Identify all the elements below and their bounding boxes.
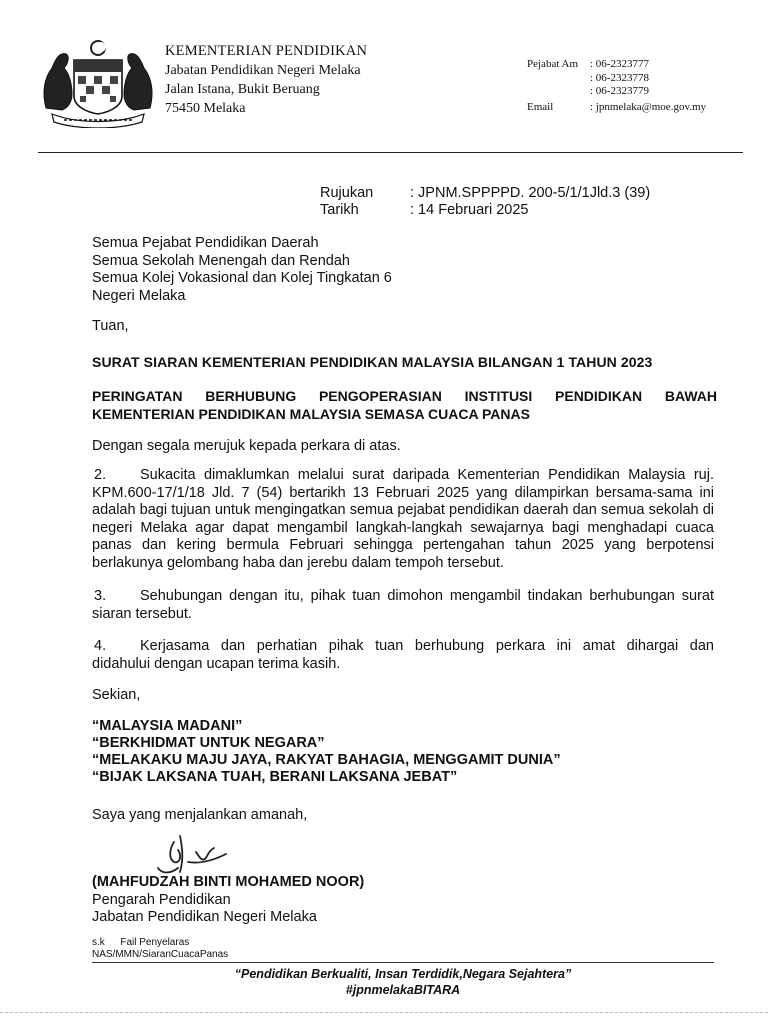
paragraph-body: KPM.600-17/1/18 Jld. 7 (54) bertarikh 13 Februari 2025 yang dilampirkan bersama-sama ini adalah bagi tujuan untuk mengingatkan semua pejabat pendidikan daerah dan semua sekolah di negeri Melaka agar dapat mengambil langkah-langkah sewajarnya bagi menghadapi cuaca panas dan kering bermula Februari sehingga pertengahan tahun 2025 yang berpotensi berlakunya gelombang haba dan jerebu dalam tempoh tersebut. (92, 484, 714, 571)
signatory-name: (MAHFUDZAH BINTI MOHAMED NOOR) (92, 874, 365, 890)
trust-line: Saya yang menjalankan amanah, (92, 807, 308, 823)
opening-line: Dengan segala merujuk kepada perkara di atas. (92, 438, 401, 454)
email-address: : jpnmelaka@moe.gov.my (590, 100, 707, 113)
city-address: 75450 Melaka (165, 101, 246, 116)
circular-title: SURAT SIARAN KEMENTERIAN PENDIDIKAN MALAYSIA BILANGAN 1 TAHUN 2023 (92, 354, 653, 370)
date-label: Tarikh (320, 202, 359, 218)
recipient-line: Negeri Melaka (92, 287, 186, 304)
phone-label: Pejabat Am (527, 58, 579, 70)
salutation: Tuan, (92, 318, 129, 334)
recipient-line: Semua Pejabat Pendidikan Daerah (92, 235, 319, 251)
closing: Sekian, (92, 687, 141, 703)
footer-hashtag: #jpnmelakaBITARA (345, 983, 461, 997)
signatory-title: Pengarah Pendidikan (92, 891, 231, 908)
recipients-block (92, 235, 392, 305)
paragraph-2 (92, 467, 714, 572)
paragraph-body: didahului dengan ucapan terima kasih. (92, 655, 341, 672)
paragraph-number: 2. (94, 467, 107, 483)
footer-motto: “Pendidikan Berkualiti, Insan Terdidik,Negara Sejahtera” (234, 967, 572, 981)
reference-block (320, 185, 650, 219)
cc-label: s.k (92, 937, 105, 948)
cc-block (92, 937, 228, 961)
paragraph-number: 3. (94, 588, 107, 604)
slogan-line: “BERKHIDMAT UNTUK NEGARA” (92, 735, 325, 751)
phone-2: : 06-2323778 (590, 71, 649, 84)
phone-1: : 06-2323777 (590, 58, 649, 70)
dept-name: Jabatan Pendidikan Negeri Melaka (165, 63, 361, 78)
date-value: : 14 Februari 2025 (410, 202, 529, 218)
slogan-line: “BIJAK LAKSANA TUAH, BERANI LAKSANA JEBAT” (92, 769, 458, 785)
file-code: NAS/MMN/SiaranCuacaPanas (92, 949, 229, 960)
paragraph-first-line: Sehubungan dengan itu, pihak tuan dimohon mengambil tindakan berhubungan surat (140, 588, 714, 604)
footer-divider (92, 962, 714, 963)
header-divider (38, 152, 743, 153)
subject-line-2: KEMENTERIAN PENDIDIKAN MALAYSIA SEMASA CUACA PANAS (92, 405, 530, 422)
subject-heading (92, 388, 717, 423)
signatory-block (92, 874, 364, 927)
coat-of-arms-icon (38, 38, 158, 128)
cc-value: Fail Penyelaras (120, 937, 190, 948)
coat-of-arms-logo (38, 38, 158, 128)
paragraph-body: siaran tersebut. (92, 605, 192, 622)
signatory-dept: Jabatan Pendidikan Negeri Melaka (92, 909, 317, 925)
slogan-line: “MELAKAKU MAJU JAYA, RAKYAT BAHAGIA, MENGGAMIT DUNIA” (92, 752, 561, 768)
email-label: Email (527, 100, 554, 113)
subject-line-1: PERINGATAN BERHUBUNG PENGOPERASIAN INSTITUSI PENDIDIKAN BAWAH (92, 388, 717, 404)
paragraph-4 (92, 638, 714, 673)
phone-3: : 06-2323779 (590, 85, 649, 97)
footer (92, 966, 714, 998)
scan-edge-line (0, 1012, 768, 1013)
recipient-line: Semua Sekolah Menengah dan Rendah (92, 252, 350, 269)
ref-value: : JPNM.SPPPPD. 200-5/1/1Jld.3 (39) (410, 185, 651, 201)
org-address-block (165, 42, 367, 118)
paragraph-3 (92, 588, 714, 623)
recipient-line: Semua Kolej Vokasional dan Kolej Tingkatan 6 (92, 270, 392, 286)
paragraph-first-line: Kerjasama dan perhatian pihak tuan berhubung perkara ini amat dihargai dan (140, 638, 714, 654)
paragraph-first-line: Sukacita dimaklumkan melalui surat daripada Kementerian Pendidikan Malaysia ruj. (140, 467, 714, 483)
street-address: Jalan Istana, Bukit Beruang (165, 82, 320, 97)
paragraph-number: 4. (94, 638, 107, 654)
ref-label: Rujukan (320, 185, 374, 201)
contact-block (527, 58, 706, 114)
org-name: KEMENTERIAN PENDIDIKAN (165, 43, 368, 59)
slogan-line: “MALAYSIA MADANI” (92, 718, 243, 734)
slogans-block (92, 718, 561, 786)
